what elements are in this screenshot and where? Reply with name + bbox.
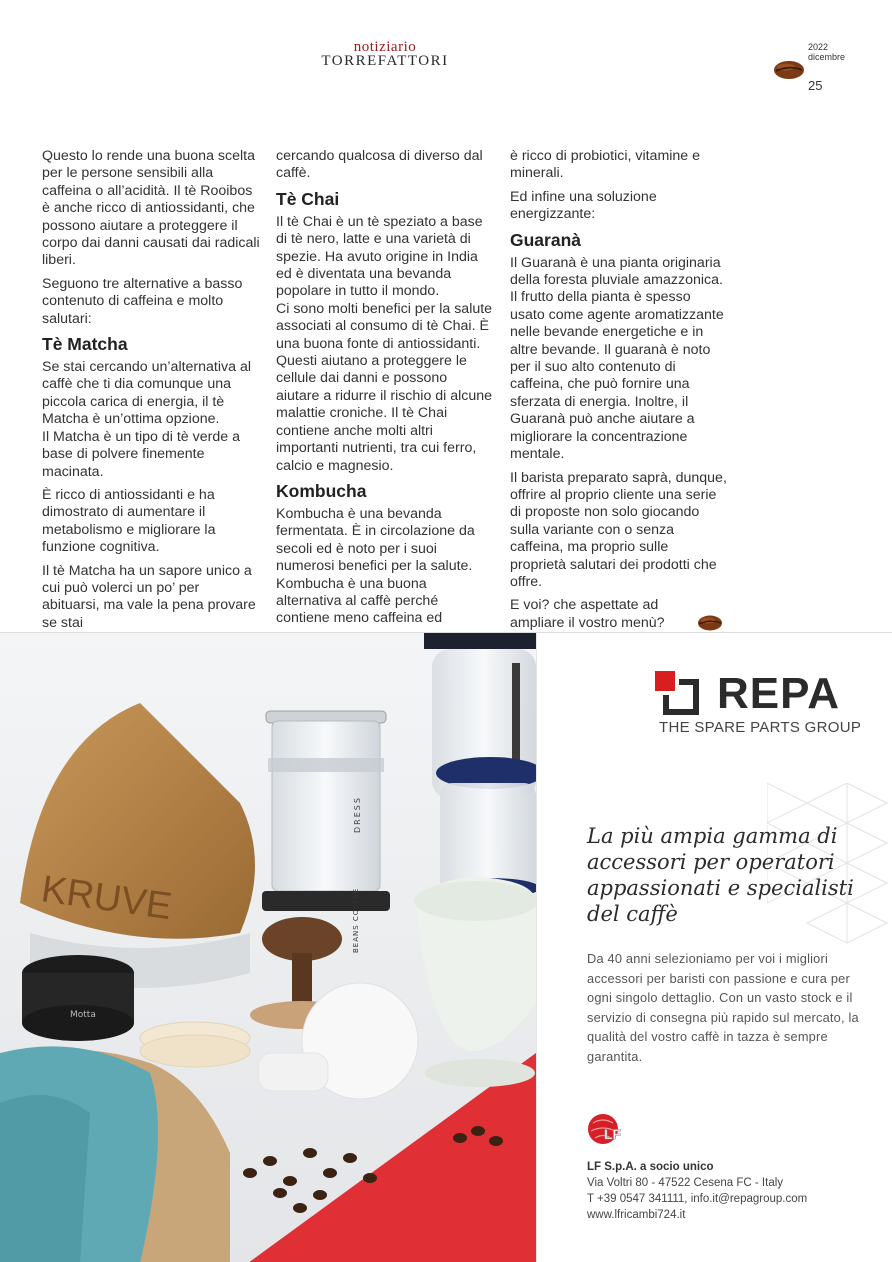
issue-date — [808, 42, 845, 62]
company-name: LF S.p.A. a socio unico — [587, 1161, 714, 1173]
repa-logo-icon — [655, 671, 705, 717]
company-address: Via Voltri 80 - 47522 Cesena FC - Italy — [587, 1177, 784, 1189]
advertisement — [0, 632, 892, 1262]
company-website[interactable]: www.lfricambi724.it — [587, 1209, 686, 1221]
lf-globe-icon — [587, 1113, 635, 1147]
brand-text-coffee: BEANS COFFEE — [352, 887, 360, 953]
company-contact: T +39 0547 341111, info.it@repagroup.com — [587, 1193, 808, 1205]
heading-chai: Tè Chai — [276, 188, 340, 209]
brand-text-kruve: KRUVE — [38, 868, 175, 929]
issue-year: 2022 — [808, 42, 829, 52]
heading-kombucha: Kombucha — [276, 480, 367, 501]
closing — [510, 597, 728, 632]
article-column-1 — [42, 148, 260, 638]
company-info — [587, 1159, 807, 1223]
masthead-bottom: TORREFATTORI — [321, 53, 449, 69]
page-number: 25 — [808, 78, 823, 93]
coffee-bean-icon — [696, 613, 724, 633]
repa-brand: REPA — [717, 669, 840, 718]
paragraph: Il Guaranà è una pianta originaria della foresta pluviale amazzonica. Il frutto della pianta è spesso usato come agente aromatizzante nelle bevande energetiche e in altre bevande. Il guaranà è noto per il suo alto contenuto di caffeina, che può fornire una sferzata di energia. Inoltre, il Guaranà può anche aiutare a migliorare la concentrazione mentale. — [510, 254, 724, 463]
article-column-2 — [276, 148, 494, 634]
paragraph: Kombucha è una bevanda fermentata. È in circolazione da secoli ed è noto per i suoi numerosi benefici per la salute. Kombucha è una buona alternativa al caffè perché contiene meno caffeina ed — [276, 505, 475, 627]
article-column-3 — [510, 148, 728, 638]
paragraph: Ci sono molti benefici per la salute associati al consumo di tè Chai. È una buona fonte di antiossidanti. Questi aiutano a proteggere le cellule dai danni e possono aiutare a ridurre il rischio di alcune malattie croniche. Il tè Chai contiene anche molti altri importanti nutrienti, tra cui ferro, calcio e magnesio. — [276, 300, 493, 474]
issue-month: dicembre — [808, 52, 846, 62]
paragraph: Il barista preparato saprà, dunque, offrire al proprio cliente una serie di proposte non solo giocando sulla variante con o senza caffeina, ma proprio sulle proprietà salutari dei prodotti che offre. — [510, 469, 727, 590]
paragraph: Ed infine una soluzione energizzante: — [510, 188, 657, 223]
closing-paragraph: E voi? che aspettate ad ampliare il vostro menù? — [510, 597, 665, 631]
brand-text-motta: Motta — [70, 1010, 96, 1020]
brand-text-dress: DRESS — [353, 796, 362, 833]
masthead — [300, 40, 470, 69]
ad-headline: La più ampia gamma di accessori per operatori appassionati e specialisti del caffè — [587, 824, 854, 926]
heading-matcha: Tè Matcha — [42, 334, 128, 355]
paragraph: Il tè Chai è un tè speziato a base di tè nero, latte e una varietà di spezie. Ha avuto origine in India ed è diventata una bevanda popolare in tutto il mondo. — [276, 213, 483, 300]
paragraph: È ricco di antiossidanti e ha dimostrato di aumentare il metabolismo e migliorare la funzione cognitiva. — [42, 486, 216, 556]
product-photo — [0, 633, 536, 1262]
repa-tagline: THE SPARE PARTS GROUP — [659, 719, 862, 736]
ad-body: Da 40 anni selezioniamo per voi i migliori accessori per baristi con passione e cura per ogni singolo dettaglio. Con un vasto stock e il servizio di consegna più rapido sul mercato, la qualità del vostro caffè in tazza è sempre garantita. — [587, 951, 859, 1064]
paragraph: Il tè Matcha ha un sapore unico a cui può volerci un po’ per abituarsi, ma vale la pena provare se stai — [42, 562, 256, 631]
paragraph: Seguono tre alternative a basso contenuto di caffeina e molto salutari: — [42, 275, 243, 327]
ad-text-panel — [536, 633, 892, 1262]
coffee-bean-icon — [772, 58, 806, 82]
paragraph: Se stai cercando un’alternativa al caffè che ti dia comunque una piccola carica di energia, il tè Matcha è un’ottima opzione. — [42, 359, 251, 428]
product-photo-illustration — [0, 633, 536, 1262]
paragraph: Il Matcha è un tipo di tè verde a base di polvere finemente macinata. — [42, 428, 240, 480]
lf-logo-text: LF — [604, 1126, 622, 1142]
paragraph: cercando qualcosa di diverso dal caffè. — [276, 148, 483, 182]
paragraph: è ricco di probiotici, vitamine e minerali. — [510, 148, 701, 182]
paragraph: Questo lo rende una buona scelta per le persone sensibili alla caffeina o all’acidità. Il tè Rooibos è anche ricco di antiossidanti, che possono aiutare a proteggere il corpo dai danni causati dai radicali liberi. — [42, 148, 260, 269]
masthead-top: notiziario — [353, 39, 417, 55]
heading-guarana: Guaranà — [510, 229, 581, 250]
